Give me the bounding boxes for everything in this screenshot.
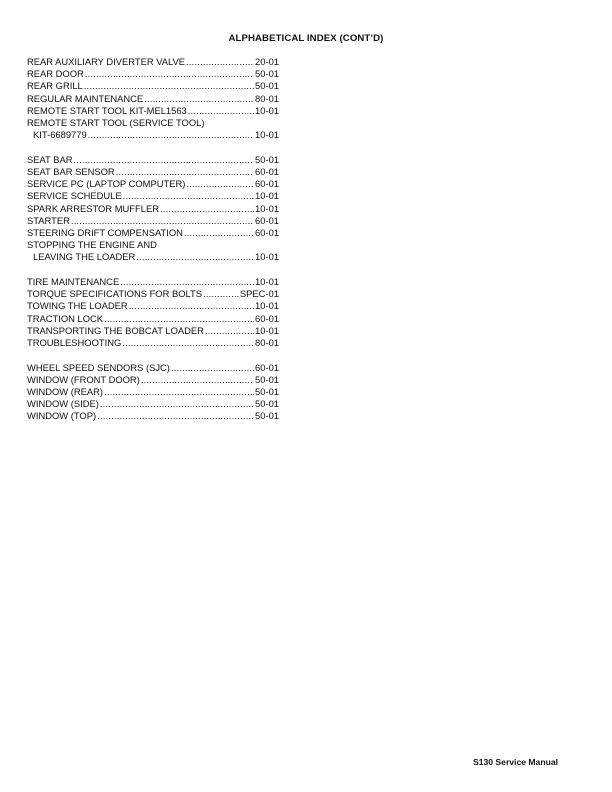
index-entry-label: TORQUE SPECIFICATIONS FOR BOLTS	[27, 288, 203, 300]
dot-leader	[116, 166, 254, 178]
index-entry-page: 50-01	[255, 398, 279, 410]
index-entry-label: TROUBLESHOOTING	[27, 336, 122, 348]
index-entry-page: 80-01	[255, 92, 279, 104]
index-entry-page: 60-01	[255, 361, 279, 373]
index-entry	[27, 313, 279, 325]
dot-leader	[100, 398, 254, 410]
index-entry	[27, 288, 279, 300]
index-entry	[27, 190, 279, 202]
index-entry	[27, 129, 279, 141]
index-entry-label: STEERING DRIFT COMPENSATION	[27, 226, 183, 238]
dot-leader	[188, 105, 254, 117]
index-entry-page: 10-01	[255, 129, 279, 141]
index-entry	[27, 276, 279, 288]
index-entry-label: TRANSPORTING THE BOBCAT LOADER	[27, 324, 204, 336]
index-entry	[27, 337, 279, 349]
index-entry-page: 60-01	[255, 178, 279, 190]
index-entry-label: REGULAR MAINTENANCE	[27, 92, 144, 104]
index-entry-label: WINDOW (TOP)	[27, 410, 97, 422]
dot-leader	[104, 313, 254, 325]
index-entry	[27, 215, 279, 227]
dot-leader	[171, 362, 254, 374]
index-entry-label: WINDOW (REAR)	[27, 385, 104, 397]
index-entry-page: 50-01	[255, 385, 279, 397]
dot-leader	[71, 215, 254, 227]
index-entry	[27, 178, 279, 190]
index-entry-label: WHEEL SPEED SENDORS (SJC)	[27, 361, 170, 373]
index-entry-label: TIRE MAINTENANCE	[27, 275, 120, 287]
index-entry-label: REAR GRILL	[27, 80, 83, 92]
index-entry-label: STARTER	[27, 214, 70, 226]
dot-leader	[203, 288, 239, 300]
index-entry-page: 50-01	[255, 68, 279, 80]
index-entry	[27, 203, 279, 215]
index-entry	[27, 251, 279, 263]
index-entry	[27, 398, 279, 410]
index-entry-label: SPARK ARRESTOR MUFFLER	[27, 202, 159, 214]
dot-leader	[129, 300, 254, 312]
index-entry-label: REMOTE START TOOL (SERVICE TOOL)	[27, 116, 205, 128]
index-entry	[27, 93, 279, 105]
dot-leader	[205, 325, 254, 337]
dot-leader	[184, 227, 254, 239]
index-entry	[27, 374, 279, 386]
index-entry-page: 10-01	[255, 202, 279, 214]
index-entry-page: 60-01	[255, 214, 279, 226]
index-entry-page: 10-01	[255, 190, 279, 202]
dot-leader	[88, 129, 254, 141]
index-entry	[27, 239, 279, 251]
index-group	[27, 56, 279, 141]
index-entry	[27, 325, 279, 337]
index-entry-page: 50-01	[255, 373, 279, 385]
dot-leader	[85, 68, 254, 80]
index-entry-page: 50-01	[255, 410, 279, 422]
index-entry	[27, 154, 279, 166]
index-entry-page: 10-01	[255, 104, 279, 116]
index-entry	[27, 105, 279, 117]
index-entry	[27, 386, 279, 398]
footer-manual-title: S130 Service Manual	[472, 757, 558, 767]
index-entry	[27, 166, 279, 178]
index-group	[27, 154, 279, 264]
dot-leader	[136, 251, 254, 263]
index-entry-label: SERVICE SCHEDULE	[27, 190, 122, 202]
index-entry-label: TRACTION LOCK	[27, 312, 104, 324]
dot-leader	[123, 190, 254, 202]
dot-leader	[141, 374, 254, 386]
index-list	[27, 56, 279, 435]
dot-leader	[104, 386, 254, 398]
index-entry	[27, 227, 279, 239]
index-entry-label: REAR AUXILIARY DIVERTER VALVE	[27, 55, 186, 67]
index-group	[27, 362, 279, 423]
index-entry-page: 10-01	[255, 251, 279, 263]
index-entry-page: 60-01	[255, 312, 279, 324]
index-entry-label: SEAT BAR SENSOR	[27, 165, 115, 177]
index-entry-label: KIT-6689779	[33, 129, 87, 141]
dot-leader	[186, 178, 254, 190]
index-entry-page: 10-01	[255, 324, 279, 336]
index-entry-label: SERVICE PC (LAPTOP COMPUTER)	[27, 178, 186, 190]
index-entry-page: SPEC-01	[239, 288, 279, 300]
index-entry	[27, 117, 279, 129]
dot-leader	[120, 276, 254, 288]
index-entry-page: 50-01	[255, 153, 279, 165]
index-entry-label: STOPPING THE ENGINE AND	[27, 239, 157, 251]
index-entry-page: 50-01	[255, 80, 279, 92]
index-entry	[27, 68, 279, 80]
dot-leader	[160, 203, 254, 215]
dot-leader	[84, 80, 254, 92]
index-entry	[27, 410, 279, 422]
index-entry-page: 60-01	[255, 226, 279, 238]
page-title: ALPHABETICAL INDEX (CONT’D)	[228, 33, 384, 44]
index-entry-page: 20-01	[255, 55, 279, 67]
index-entry	[27, 362, 279, 374]
index-entry-label: WINDOW (SIDE)	[27, 398, 99, 410]
index-entry-page: 10-01	[255, 300, 279, 312]
index-entry-page: 60-01	[255, 165, 279, 177]
index-entry-label: SEAT BAR	[27, 153, 73, 165]
dot-leader	[74, 154, 255, 166]
index-entry-label: LEAVING THE LOADER	[33, 251, 136, 263]
index-entry-label: REMOTE START TOOL KIT-MEL1563	[27, 104, 187, 116]
dot-leader	[144, 93, 254, 105]
index-entry	[27, 80, 279, 92]
index-entry-page: 10-01	[255, 275, 279, 287]
index-entry-label: WINDOW (FRONT DOOR)	[27, 373, 140, 385]
index-entry	[27, 56, 279, 68]
index-entry-label: REAR DOOR	[27, 68, 84, 80]
index-entry-label: TOWING THE LOADER	[27, 300, 128, 312]
dot-leader	[122, 337, 254, 349]
dot-leader	[97, 410, 254, 422]
index-entry	[27, 300, 279, 312]
index-entry-page: 80-01	[255, 336, 279, 348]
dot-leader	[186, 56, 254, 68]
index-group	[27, 276, 279, 349]
